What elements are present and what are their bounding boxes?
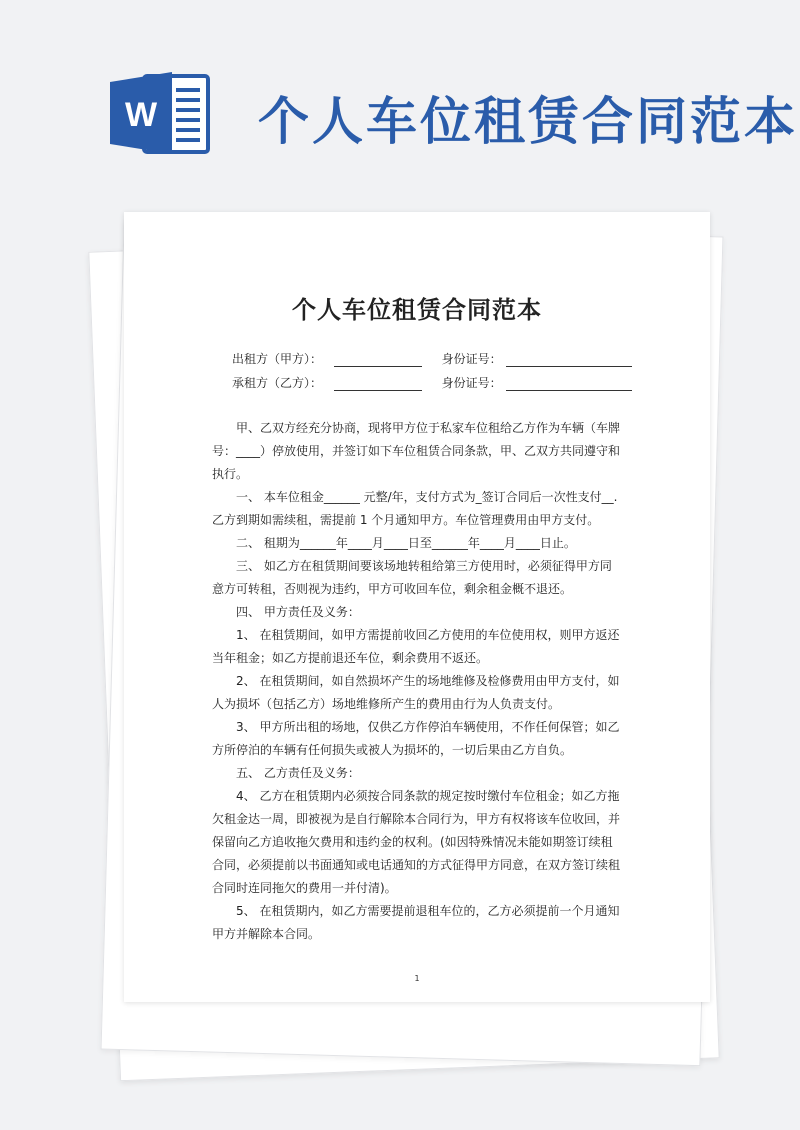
lessee-id-label: 身份证号：	[441, 376, 502, 390]
document-page	[124, 212, 710, 1002]
document-title: 个人车位租赁合同范本	[292, 296, 542, 324]
contract-paragraph: 3、 甲方所出租的场地，仅供乙方作停泊车辆使用，不作任何保管；如乙方所停泊的车辆有任何损失或被人为损坏的，一切后果由乙方自负。	[212, 720, 620, 757]
contract-paragraph: 甲、乙双方经充分协商，现将甲方位于私家车位租给乙方作为车辆（车牌号：____）停放使用，并签订如下车位租赁合同条款，甲、乙双方共同遵守和执行。	[212, 421, 621, 481]
lessee-id-blank	[506, 379, 632, 391]
lessee-name-blank	[334, 379, 422, 391]
lessor-name-blank	[334, 355, 422, 367]
contract-paragraph: 2、 在租赁期间，如自然损坏产生的场地维修及检修费用由甲方支付，如人为损坏（包括乙方）场地维修所产生的费用由行为人负责支付。	[212, 674, 620, 711]
word-document-icon	[110, 70, 214, 156]
contract-paragraph: 三、 如乙方在租赁期间要该场地转租给第三方使用时，必须征得甲方同意方可转租，否则视为违约，甲方可收回车位，剩余租金概不退还。	[212, 559, 612, 596]
lessor-id-blank	[506, 355, 632, 367]
word-icon-letter: W	[124, 96, 158, 134]
contract-paragraph: 5、 在租赁期内，如乙方需要提前退租车位的，乙方必须提前一个月通知甲方并解除本合同。	[212, 904, 620, 941]
contract-paragraph: 4、 乙方在租赁期内必须按合同条款的规定按时缴付车位租金；如乙方拖欠租金达一周，即被视为是自行解除本合同行为，甲方有权将该车位收回，并保留向乙方追收拖欠费用和违约金的权利。(如因特殊情况未能如期签订续租合同，必须提前以书面通知或电话通知的方式征得甲方同意，在双方签订续租合同时连同拖欠的费用一并付清)。	[212, 789, 621, 895]
contract-body	[212, 417, 622, 946]
contract-paragraph: 1、 在租赁期间，如甲方需提前收回乙方使用的车位使用权，则甲方返还当年租金；如乙方提前退还车位，剩余费用不返还。	[212, 628, 620, 665]
lessee-label: 承租方（乙方）：	[232, 376, 323, 390]
contract-paragraph: 二、 租期为______年____月____日至______年____月____日止。	[236, 536, 576, 550]
lessee-row	[232, 374, 632, 391]
contract-paragraph: 一、 本车位租金______ 元整/年，支付方式为_签订合同后一次性支付__.乙方到期如需续租，需提前 1 个月通知甲方。车位管理费用由甲方支付。	[212, 490, 618, 527]
page-number: 1	[414, 974, 420, 983]
lessor-row	[232, 350, 632, 367]
banner-title: 个人车位租赁合同范本	[258, 93, 799, 152]
lessor-label: 出租方（甲方）：	[232, 352, 323, 366]
lessor-id-label: 身份证号：	[441, 352, 502, 366]
contract-paragraph: 五、 乙方责任及义务：	[236, 766, 360, 780]
banner	[0, 0, 800, 190]
contract-paragraph: 四、 甲方责任及义务：	[236, 605, 360, 619]
